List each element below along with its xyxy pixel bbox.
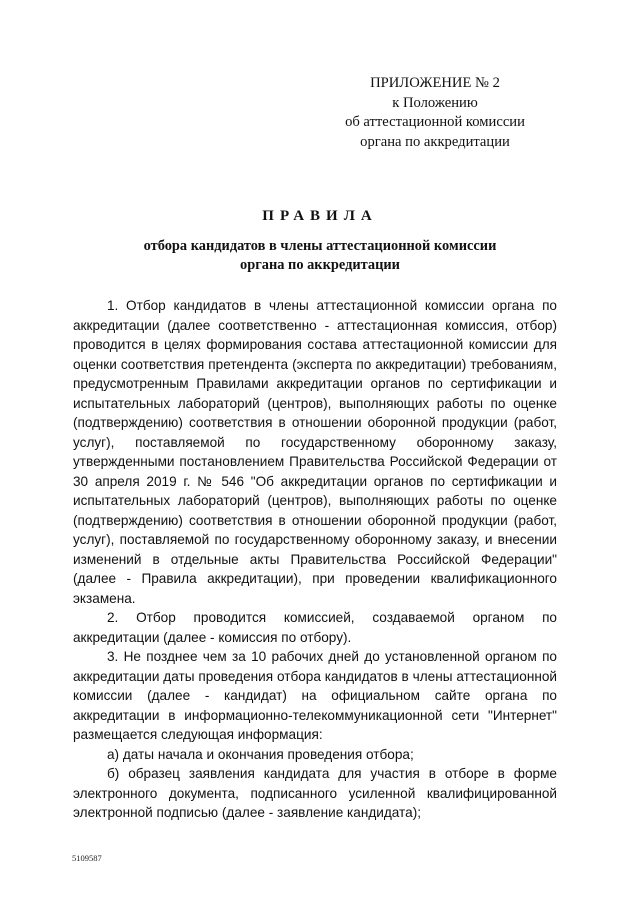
document-subtitle (0, 237, 640, 275)
paragraph-3b: б) образец заявления кандидата для участия в отборе в форме электронного документа, подписанного усиленной квалифицированной электронной подписью (далее - заявление кандидата); (73, 766, 557, 820)
paragraph-2: 2. Отбор проводится комиссией, создаваемой органом по аккредитации (далее - комиссия по отбору). (73, 610, 557, 645)
paragraph-1: 1. Отбор кандидатов в члены аттестационной комиссии органа по аккредитации (далее соответственно - аттестационная комиссия, отбор) проводится в целях формирования состава аттестационной комиссии для оценки соответствия претендента (эксперта по аккредитации) требованиям, предусмотренным Правилами аккредитации органов по сертификации и испытательных лабораторий (центров), выполняющих работы по оценке (подтверждению) соответствия в отношении оборонной продукции (работ, услуг), поставляемой по государственному оборонному заказу, утвержденными постановлением Правительства Российской Федерации от 30 апреля 2019 г. № 546 "Об аккредитации органов по сертификации и испытательных лабораторий (центров), выполняющих работы по оценке (подтверждению) соответствия в отношении оборонной продукции (работ, услуг), поставляемой по государственному оборонному заказу, и внесении изменений в отдельные акты Правительства Российской Федерации" (далее - Правила аккредитации), при проведении квалификационного экзамена. (73, 298, 557, 606)
document-id: 5109587 (72, 853, 102, 863)
paragraph-3: 3. Не позднее чем за 10 рабочих дней до установленной органом по аккредитации даты проведения отбора кандидатов в члены аттестационной комиссии (далее - кандидат) на официальном сайте органа по аккредитации в информационно-телекоммуникационной сети "Интернет" размещается следующая информация: (73, 649, 557, 742)
appendix-line-reference: к Положению (392, 94, 478, 111)
subtitle-line-2: органа по аккредитации (240, 257, 400, 273)
paragraph-3a: а) даты начала и окончания проведения отбора; (107, 746, 414, 762)
appendix-header (330, 74, 540, 152)
appendix-line-body: органа по аккредитации (360, 133, 510, 150)
appendix-line-number: ПРИЛОЖЕНИЕ № 2 (370, 75, 500, 91)
appendix-line-commission: об аттестационной комиссии (345, 114, 525, 130)
subtitle-line-1: отбора кандидатов в члены аттестационной комиссии (143, 238, 497, 254)
document-body (73, 296, 557, 823)
document-title: ПРАВИЛА (262, 208, 378, 224)
